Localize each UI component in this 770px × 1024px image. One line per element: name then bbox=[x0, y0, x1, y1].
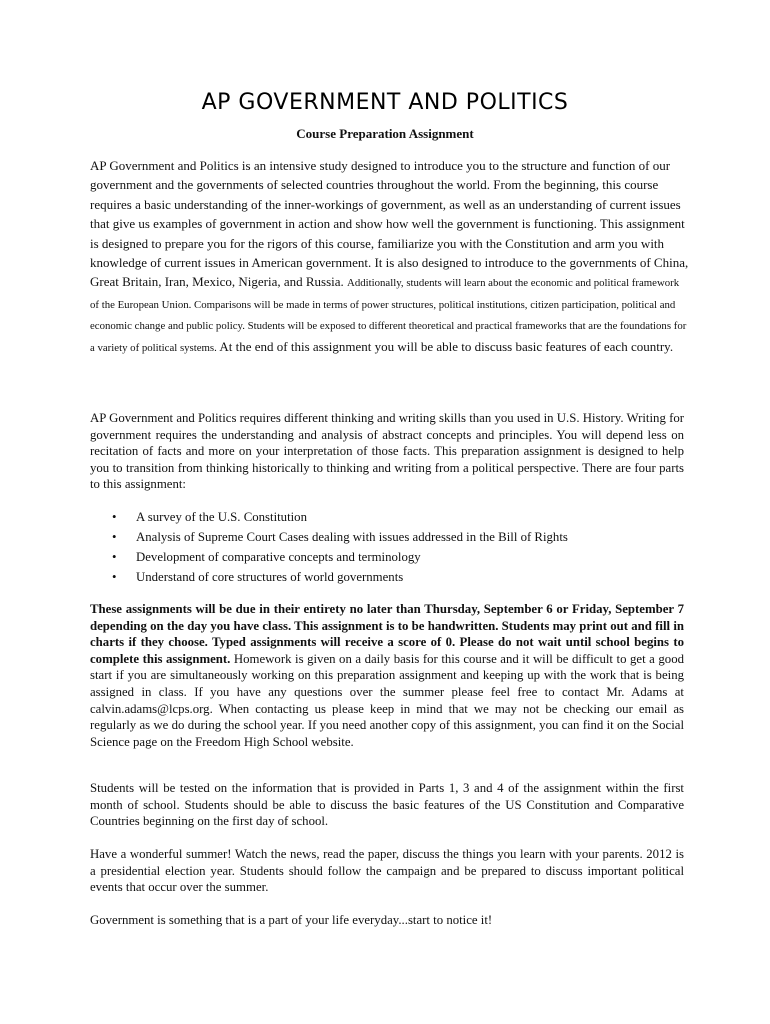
list-item: • Development of comparative concepts and terminology bbox=[112, 547, 568, 567]
due-date-paragraph bbox=[90, 601, 684, 750]
bullet-icon: • bbox=[112, 530, 117, 544]
intro-end-text: At the end of this assignment you will be able to discuss basic features of each country. bbox=[219, 338, 674, 354]
intro-paragraph bbox=[90, 156, 690, 358]
list-item: • Analysis of Supreme Court Cases dealing with issues addressed in the Bill of Rights bbox=[112, 527, 568, 547]
intro-small-text: Additionally, students will learn about the economic and political framework of the European Union. Comparisons will be made in terms of power structures, political institutions, citizen participation, political and economic change and public policy. Students will be exposed to different theoretical and practical frameworks that are the foundations for a variety of political systems. bbox=[90, 277, 687, 354]
list-item: • A survey of the U.S. Constitution bbox=[112, 507, 568, 527]
bullet-icon: • bbox=[112, 510, 117, 524]
bullet-icon: • bbox=[112, 550, 117, 564]
list-item: • Understand of core structures of world governments bbox=[112, 567, 568, 587]
testing-paragraph: Students will be tested on the information that is provided in Parts 1, 3 and 4 of the assignment within the first month of school. Students should be able to discuss the basic features of the US Constitution and Comparative Countries beginning on the first day of school. bbox=[90, 781, 684, 829]
page-subtitle: Course Preparation Assignment bbox=[296, 126, 474, 141]
bullet-icon: • bbox=[112, 570, 117, 584]
due-date-notice: These assignments will be due in their entirety no later than Thursday, September 6 or Friday, September 7 depending on the day you have class. This assignment is to be handwritten. Students may print out and fill in charts if they choose. Typed assignments will receive a score of 0. Please do not wait until school begins to complete this assignment. bbox=[90, 602, 684, 666]
closing-line: Government is something that is a part of your life everyday...start to notice it! bbox=[90, 913, 493, 927]
homework-notice: Homework is given on a daily basis for this course and it will be difficult to get a good start if you are simultaneously working on this preparation assignment and keeping up with the work that is being assigned in class. If you have any questions over the summer please feel free to contact Mr. Adams at calvin.adams@lcps.org. When contacting us please keep in mind that we may not be checking our email as regularly as we do during the school year. If you need another copy of this assignment, you can find it on the Social Science page on the Freedom High School website. bbox=[90, 651, 684, 749]
intro-main-text: AP Government and Politics is an intensive study designed to introduce you to the structure and function of our government and the governments of selected countries throughout the world. From the beginning, this course requires a basic understanding of the inner-workings of government, as well as an understanding of current issues that give us examples of government in action and show how well the government is functioning. This assignment is designed to prepare you for the rigors of this course, familiarize you with the Constitution and arm you with knowledge of current issues in American government. It is also designed to introduce to the governments of China, Great Britain, Iran, Mexico, Nigeria, and Russia. bbox=[90, 158, 689, 290]
summer-paragraph: Have a wonderful summer! Watch the news, read the paper, discuss the things you learn with your parents. 2012 is a presidential election year. Students should follow the campaign and be prepared to discuss important political events that occur over the summer. bbox=[90, 847, 684, 895]
thinking-skills-paragraph: AP Government and Politics requires different thinking and writing skills than you used in U.S. History. Writing for government requires the understanding and analysis of abstract concepts and principles. You will depend less on recitation of facts and more on your interpretation of those facts. This preparation assignment is designed to help you to transition from thinking historically to thinking and writing from a political perspective. There are four parts to this assignment: bbox=[90, 411, 684, 492]
assignment-parts-list bbox=[112, 507, 568, 587]
page-title: AP GOVERNMENT AND POLITICS bbox=[201, 90, 569, 115]
